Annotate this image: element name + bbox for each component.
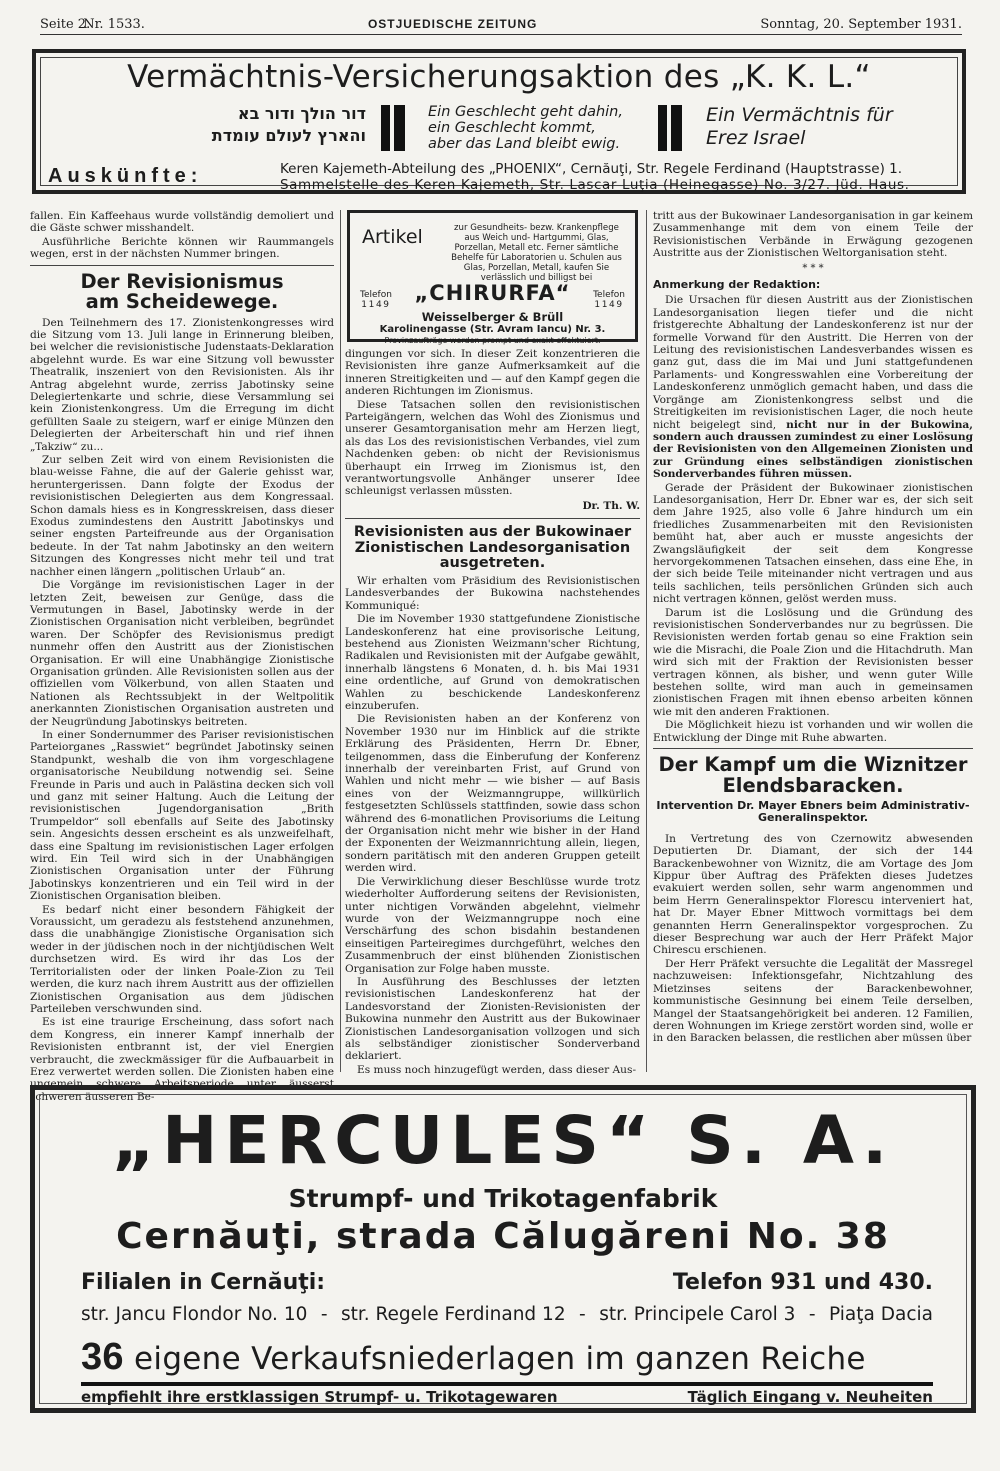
paragraph: Die Möglichkeit hiezu ist vorhanden und wir wollen die Entwicklung der Dinge mit Ruhe abwarten. [653,719,973,744]
info-line: Keren Kajemeth-Abteilung des „PHOENIX“, Cernăuţi, Str. Regele Ferdinand (Hauptstrasse) 1. [280,161,903,177]
paragraph-bold: nicht nur in der Bukowina, sondern auch draussen zumindest zu einer Loslösung der Revisionisten von den Allgemeinen Zionisten und zur Gründung eines selbständigen zionistischen Sonderverbandes führen müssen. [653,418,973,481]
author-signature: Dr. Th. W. [582,499,640,512]
branch-sep: - [808,1304,816,1325]
ad-rule [81,1382,933,1386]
paragraph: Die Revisionisten haben an der Konferenz von November 1930 nur im Hinblick auf die strikte Erklärung des Präsidenten, Herrn Dr. Ebner, teilgenommen, dass die Einberufung der Konferenz innerhalb der vereinbarten Frist, auf Grund von Wahlen und nicht mehr — wie bisher — auf Basis eines von der Weizmanngruppe, willkürlich festgesetzten Schlüssels stattfinden, sowie dass schon während des 6-monatlichen Provisoriums die Leitung der Organisation nicht mehr wie bisher in der Hand der Exponenten der Weizmannrichtung allein, liegen, sondern paritätisch mit den anderen Gruppen geteilt werden wird. [345,713,640,875]
paragraph: dingungen vor sich. In dieser Zeit konzentrieren die Revisionisten ihre ganze Aufmerksamkeit auf die inneren Streitigkeiten und — auf den Kampf gegen die anderen Richtungen im Zionismus. [345,348,640,398]
ornament-bars [658,105,682,151]
verse-line: aber das Land bleibt ewig. [428,136,621,152]
paragraph: Wir erhalten vom Präsidium des Revisionistischen Landesverbandes der Bukowina nachstehendes Kommuniqué: [345,574,640,612]
auskuenfte-label: Auskünfte: [48,165,203,187]
hebrew-verse [126,103,366,147]
paragraph: Die im November 1930 stattgefundene Zionistische Landeskonferenz hat eine provisorische Leitung, bestehend aus Zionisten Weizmann'scher Richtung, Radikalen und Revisionisten mit der Aufgabe gewählt, innerhalb längstens 6 Monaten, d. h. bis Mai 1931 eine ordentliche, auf Grund von demokratischen Wahlen zu beschickende Landeskonferenz einzuberufen. [345,613,640,712]
info-line: Sammelstelle des Keren Kajemeth, Str. Lascar Luţia (Heinegasse) No. 3/27. Jüd. Haus. [280,177,910,193]
paragraph: Es bedarf nicht einer besondern Fähigkeit der Voraussicht, um geradezu als feststehend anzunehmen, dass die unabhängige Zionistische Organisation sich weder in der jüdischen noch in der nichtjüdischen Welt durchsetzen wird. Es wird ihr das Los der Territorialisten oder der linken Poale-Zion zu Teil werden, die kurz nach ihrem Austritt aus der offiziellen Zionistischen Organisation aus dem jüdischen Parteileben verschwunden sind. [30,903,334,1015]
divider [30,265,334,266]
issue-date: Sonntag, 20. September 1931. [760,16,962,32]
verse-line: ein Geschlecht kommt, [428,120,596,136]
branch-sep: - [320,1304,328,1325]
stores-number: 36 [81,1336,124,1378]
hercules-telefon: Telefon 931 und 430. [672,1270,933,1295]
firm-address: Karolinengasse (Str. Avram Iancu) Nr. 3. [379,324,606,335]
paragraph: Die Vorgänge im revisionistischen Lager in der letzten Zeit, beweisen zur Genüge, dass die Vermutungen in Basel, Jabotinsky werde in der Zionistischen Organisation nicht verbleiben, begründet waren. Der Schöpfer des Revisionismus predigt nunmehr offen den Austritt aus der Zionistischen Organisation. Er will eine Unabhängige Zionistische Organisation gründen. Alle Revisionisten sollen aus der offiziellen vom Völkerbund, von allen Staaten und Nationen als Rechtssubjekt in der Weltpolitik anerkannten Zionistischen Organisation austreten und der Neugründung Jabotinskys beitreten. [30,579,334,728]
paragraph: In einer Sondernummer des Pariser revisionistischen Parteiorganes „Rasswiet“ begründet Jabotinsky seinen Standpunkt, weshalb die von ihm vorgeschlagene organisatorische Neubildung notwendig sei. Seine Freunde in Paris und auch in Palästina decken sich voll und ganz mit seiner Haltung. Auch die Leitung der revisionistischen Jugendorganisation „Brith Trumpeldor“ soll ebenfalls auf Seite des Jabotinsky sein. Angesichts dessen erscheint es als unzweifelhaft, dass eine Spaltung im revisionistischen Lager erfolgen wird. Ein Teil wird sich in der Unabhängigen Zionistischen Organisation unter der Führung Jabotinskys konzentrieren und ein Teil wird in der Zionistischen Organisation bleiben. [30,728,334,903]
paragraph: fallen. Ein Kaffeehaus wurde vollständig demoliert und die Gäste schwer misshandelt. [30,210,334,235]
divider [653,748,973,749]
divider [345,518,640,519]
filialen-label: Filialen in Cernăuţi: [81,1270,326,1295]
verm-line: Erez Israel [706,127,806,149]
hercules-subtitle: Strumpf- und Trikotagenfabrik [288,1184,718,1213]
paragraph: Die Verwirklichung dieser Beschlüsse wurde trotz wiederholter Aufforderung seitens der Revisionisten, unter nichtigen Vorwänden abgelehnt, vielmehr wurde von der Weizmanngruppe noch eine Verschärfung des schon bisdahin bestandenen einseitigen Parteiregimes durchgeführt, welches den Zusammenbruch der einst blühenden Zionistischen Organisation zur Folge haben musste. [345,875,640,975]
paragraph [653,294,973,480]
paragraph: Diese Tatsachen sollen den revisionistischen Parteigängern, welchen das Wohl des Zionismus und unserer Gesamtorganisation mehr am Herzen liegt, als das Los des revisionistischen Verbandes, viel zum Nachdenken geben: ob nicht der Revisionismus überhaupt ein Irrweg im Zionismus ist, den verantwortungsvolle Anhänger unserer Idee schleunigst verlassen müssten. [345,398,640,498]
ornament-bars [381,105,405,151]
hercules-slogan: empfiehlt ihre erstklassigen Strumpf- u. Trikotagewaren [81,1388,558,1406]
stores-text: eigene Verkaufsniederlagen im ganzen Reiche [134,1341,866,1377]
paragraph: Darum ist die Loslösung und die Gründung des revisionistischen Sonderverbandes nur zu begrüssen. Die Revisionisten werden fortab genau so eine Fraktion sein wie die Misrachi, die Poale Zion und die Hitachdruth. Man wird sich mit der Fraktion der Revisionisten besser vertragen können, als bisher, und wenn guter Wille bestehen sollte, wird man auch in gemeinsamen zionistischen Fragen mit ihnen ebenso arbeiten können wie mit den anderen Fraktionen. [653,606,973,718]
masthead: OSTJUEDISCHE ZEITUNG [367,17,538,31]
verm-line: Ein Vermächtnis für [706,104,893,126]
paragraph: Gerade der Präsident der Bukowinaer zionistischen Landesorganisation, Herr Dr. Ebner war es, der sich seit dem Jahre 1925, also volle 6 Jahre hindurch um ein friedliches Zusammenarbeiten mit den Revisionisten bemüht hat, aber auch er musste angesichts der Zwangsläufigkeit der seit dem Kongresse hervorgekommenen Tatsachen einsehen, dass eine Ehe, in der sich beide Teile miteinander nicht vertragen und aus teils sachlichen, teils persönlichen Gründen sich auch nicht vertragen können, gelöst werden muss. [653,481,973,606]
branch: Piaţa Dacia [829,1304,933,1325]
branch-sep: - [579,1304,586,1325]
paragraph: Der Herr Präfekt versuchte die Legalität der Massregel nachzuweisen: Infektionsgefahr, Nichtzahlung des Mietzinses seitens der Barackenbewohner, kommunistische Gesinnung bei einem Teile derselben, Mangel der Staatsangehörigkeit bei anderen. 12 Familien, deren Wohnungen im Kriege zerstört worden sind, wolle er in den Baracken belassen, die restlichen aber müssen über [653,957,973,1045]
kkl-advertisement [32,49,966,194]
paragraph: tritt aus der Bukowinaer Landesorganisation in gar keinem Zusammenhange mit dem von einem Teile der Revisionistischen Verbände in Erwägung gezogenen Austritte aus der Zionistischen Weltorganisation steht. [653,210,973,260]
hercules-address: Cernăuţi, strada Călugăreni No. 38 [116,1216,890,1257]
firm-name: Weisselberger & Brüll [421,310,564,324]
verse-line: Ein Geschlecht geht dahin, [428,104,623,120]
editor-note-label: Anmerkung der Redaktion: [653,278,821,292]
telefon-label: Telefon [593,290,625,300]
chirurfa-advertisement [347,210,638,345]
chirurfa-description: zur Gesundheits- bezw. Krankenpflege aus Weich und- Hartgummi, Glas, Porzellan, Metall etc. Ferner sämtliche Behelfe für Laboratorien u. Schulen aus Glas, Porzellan, Metall, kaufen Sie verlässlich und billigst bei [451,223,622,283]
paragraph: Den Teilnehmern des 17. Zionistenkongresses wird die Sitzung vom 13. Juli lange in Erinnerung bleiben, bei welcher die revisionistische Judenstaats-Deklaration abgelehnt wurde. Es war eine Sitzung voll bewusster Theatralik, inszeniert von den Revisionisten. Als ihr Antrag abgelehnt wurde, zerriss Jabotinsky seine Delegiertenkarte und schrie, diese Versammlung sei kein Zionistenkongress. Um die Erregung im dicht gefüllten Saale zu steigern, warf er einige Münzen den Delegierten der Arbeiterschaft hin und rief ihnen „Takziw“ zu... [30,316,334,453]
paragraph: Es muss noch hinzugefügt werden, dass dieser Aus- [357,1063,637,1076]
paragraph: Zur selben Zeit wird von einem Revisionisten die blau-weisse Fahne, die auf der Galerie gehisst war, heruntergerissen. Dann folgte der Exodus der revisionistischen Delegierten aus dem Kongressaal. Schon damals hiess es in Kongresskreisen, dass dieser Exodus zumindestens den Austritt Jabotinskys und seiner engsten Parteifreunde aus der Organisation bedeute. In der Tat nahm Jabotinsky an den weitern Sitzungen des Kongresses nicht mehr teil und trat nachher einen längern „politischen Urlaub“ an. [30,454,334,578]
telefon-label: Telefon [360,290,392,300]
artikel-label: Artikel [362,226,423,248]
vermaechtnis-text [706,104,956,150]
chirurfa-name: „CHIRURFA“ [414,281,571,305]
stores-line [81,1336,941,1379]
province-note: Provinzaufträge werden prompt und exakt effektuiert. [384,336,601,345]
article-subheadline: Intervention Dr. Mayer Ebners beim Administrativ-Generalinspektor. [656,799,970,825]
column-rule [340,210,341,1072]
column-rule [646,210,647,1072]
column-3 [653,210,973,1072]
article-headline: Der Kampf um die Wiznitzer Elendsbaracken. [658,753,968,797]
article-headline [30,269,334,314]
headline-line: Der Revisionismus [80,269,284,293]
section-stars: * * * [802,262,824,274]
german-verse [428,104,648,152]
branch: str. Principele Carol 3 [599,1304,796,1325]
telefon-left [360,290,392,310]
paragraph: In Ausführung des Beschlusses der letzten revisionistischen Landeskonferenz hat der Landesvorstand der Zionisten-Revisionisten der Bukowina nunmehr den Austritt aus der Bukowinaer Zionistischen Landesorganisation vollzogen und sich als selbständiger zionistischer Sonderverband deklariert. [345,975,640,1063]
hercules-advertisement [30,1085,976,1413]
branch: str. Jancu Flondor No. 10 [81,1304,308,1325]
hercules-novelties: Täglich Eingang v. Neuheiten [687,1388,933,1406]
branch-list [81,1304,933,1325]
paragraph-text: Die Ursachen für diesen Austritt aus der Zionistischen Landesorganisation liegen tiefer und die nicht fristgerechte Abhaltung der Landeskonferenz ist nur der formelle Vorwand für den Austritt. Die Herren von der Leitung des revisionistischen Landesverbandes wissen es ganz gut, dass die im Mai und Juni stattgefundenen Parlaments- und Kongresswahlen eine Vorbereitung der Landeskonferenz unmöglich gemacht haben, und dass die Vorgänge am Zionistenkongress selbst und die Streitigkeiten im revisionistischen Lager, die noch heute nicht beigelegt sind, [653,294,973,431]
page-number: Seite 2. [40,16,91,32]
paragraph: Es ist eine traurige Erscheinung, dass sofort nach dem Kongress, ein innerer Kampf innerhalb der Revisionisten entbrannt ist, der viel Energien verbraucht, die zweckmässiger für die Aufbauarbeit in Erez verwertet werden sollen. Die Zionisten haben eine ungemein schwere Arbeitsperiode unter äusserst schweren äusseren Be- [30,1016,334,1103]
paragraph: Ausführliche Berichte können wir Raummangels wegen, erst in der nächsten Nummer bringen. [30,235,334,261]
column-2 [345,210,640,1076]
hebrew-line: דור הולך ודור בא [237,104,366,123]
kkl-title: Vermächtnis-Versicherungsaktion des „K. K. L.“ [127,59,871,95]
column-1 [30,210,334,1103]
hebrew-line: והארץ לעולם עומדת [211,126,366,145]
branch: str. Regele Ferdinand 12 [340,1304,566,1325]
article-headline: Revisionisten aus der Bukowinaer Zionistischen Landesorganisation ausgetreten. [353,524,632,571]
telefon-number: 1149 [594,300,624,310]
headline-line: am Scheidewege. [85,290,279,314]
issue-number: Nr. 1533. [83,16,145,32]
page-header [40,14,962,35]
hercules-name: „HERCULES“ S. A. [111,1102,895,1179]
telefon-number: 1149 [361,300,391,310]
telefon-right [593,290,625,310]
paragraph: In Vertretung des von Czernowitz abwesenden Deputierten Dr. Diamant, der sich der 144 Barackenbewohner von Wiznitz, die am Vortage des Jom Kippur über Auftrag des Präfekten dieses Judetzes evakuiert werden sollen, sehr warm angenommen und beim Herrn Generalinspektor Florescu interveniert hat, hat Dr. Mayer Ebner Mittwoch vormittags bei dem genannten Herrn Generalinspektor vorgesprochen. Zu dieser Besprechung war auch der Herr Präfekt Major Chirescu erschienen. [653,832,973,957]
